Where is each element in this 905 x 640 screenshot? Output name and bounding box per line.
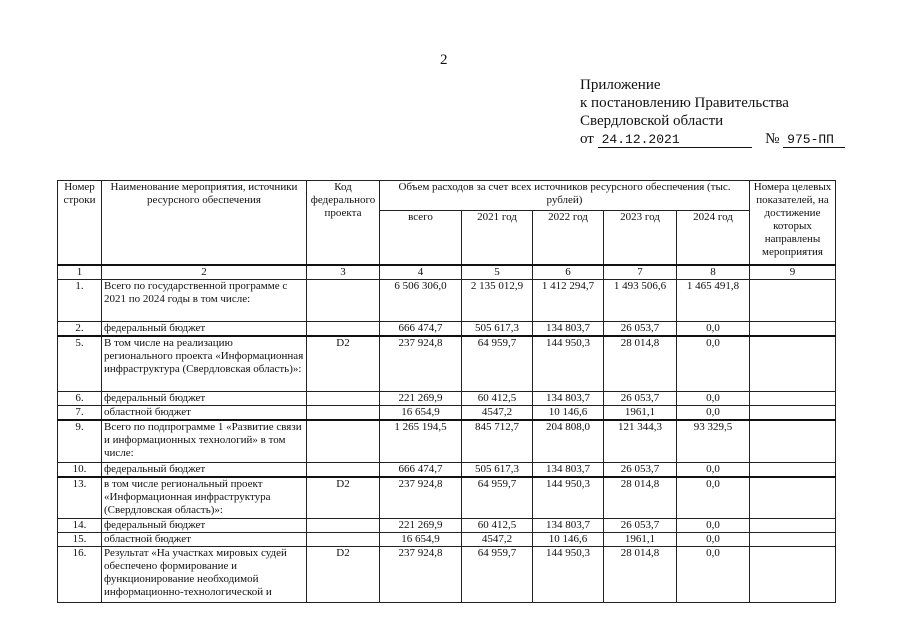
project-code (307, 533, 380, 547)
amount-2024: 93 329,5 (677, 420, 750, 462)
amount-2021: 2 135 012,9 (462, 279, 533, 321)
date-prefix: от (580, 131, 594, 147)
amount-2024: 0,0 (677, 462, 750, 477)
target-numbers (750, 547, 836, 603)
amount-total: 16 654,9 (380, 533, 462, 547)
row-number: 10. (58, 462, 102, 477)
amount-2024: 0,0 (677, 336, 750, 392)
amount-2023: 1961,1 (604, 533, 677, 547)
amount-2021: 505 617,3 (462, 321, 533, 336)
amount-2022: 204 808,0 (533, 420, 604, 462)
amount-total: 237 924,8 (380, 547, 462, 603)
table-row (58, 279, 836, 321)
amount-2023: 26 053,7 (604, 321, 677, 336)
row-name: федеральный бюджет (102, 392, 307, 406)
row-number: 9. (58, 420, 102, 462)
column-number: 4 (380, 265, 462, 280)
column-number: 2 (102, 265, 307, 280)
decree-number: 975-ПП (783, 133, 845, 148)
target-numbers (750, 462, 836, 477)
project-code: D2 (307, 336, 380, 392)
row-name: областной бюджет (102, 533, 307, 547)
header-volume: Объем расходов за счет всех источников ресурсного обеспечения (тыс. рублей) (380, 181, 750, 211)
project-code (307, 406, 380, 421)
row-number: 14. (58, 519, 102, 533)
amount-2023: 1 493 506,6 (604, 279, 677, 321)
table-row (58, 519, 836, 533)
row-name: Результат «На участках мировых судей обеспечено формирование и функционирование необходимой информационно-технологической и (102, 547, 307, 603)
amount-total: 237 924,8 (380, 477, 462, 519)
amount-2021: 505 617,3 (462, 462, 533, 477)
target-numbers (750, 321, 836, 336)
appendix-date-line (580, 130, 845, 148)
row-number: 7. (58, 406, 102, 421)
project-code (307, 279, 380, 321)
amount-2024: 0,0 (677, 547, 750, 603)
amount-2022: 1 412 294,7 (533, 279, 604, 321)
target-numbers (750, 420, 836, 462)
target-numbers (750, 519, 836, 533)
table-row (58, 321, 836, 336)
amount-2024: 1 465 491,8 (677, 279, 750, 321)
amount-2022: 144 950,3 (533, 477, 604, 519)
column-number: 5 (462, 265, 533, 280)
decree-date: 24.12.2021 (598, 133, 752, 148)
amount-2021: 60 412,5 (462, 392, 533, 406)
amount-2023: 26 053,7 (604, 392, 677, 406)
amount-2022: 144 950,3 (533, 547, 604, 603)
column-number-row (58, 265, 836, 280)
amount-total: 221 269,9 (380, 519, 462, 533)
project-code (307, 392, 380, 406)
amount-2023: 28 014,8 (604, 547, 677, 603)
row-number: 1. (58, 279, 102, 321)
amount-total: 16 654,9 (380, 406, 462, 421)
amount-total: 666 474,7 (380, 462, 462, 477)
amount-2022: 10 146,6 (533, 533, 604, 547)
appendix-region: Свердловской области (580, 113, 724, 129)
target-numbers (750, 406, 836, 421)
column-number: 3 (307, 265, 380, 280)
appendix-block (580, 76, 845, 148)
header-targets: Номера целевых показателей, на достижение которых направлены мероприятия (750, 181, 836, 265)
header-row-number: Номер строки (58, 181, 102, 265)
appendix-decree: к постановлению Правительства (580, 95, 789, 111)
target-numbers (750, 336, 836, 392)
amount-2021: 64 959,7 (462, 336, 533, 392)
amount-2022: 134 803,7 (533, 321, 604, 336)
amount-2021: 64 959,7 (462, 547, 533, 603)
amount-2021: 845 712,7 (462, 420, 533, 462)
row-number: 6. (58, 392, 102, 406)
amount-2024: 0,0 (677, 406, 750, 421)
project-code: D2 (307, 547, 380, 603)
table-row (58, 336, 836, 392)
amount-total: 1 265 194,5 (380, 420, 462, 462)
row-number: 13. (58, 477, 102, 519)
row-name: федеральный бюджет (102, 462, 307, 477)
row-name: в том числе региональный проект «Информационная инфраструктура (Свердловская область)»: (102, 477, 307, 519)
row-number: 5. (58, 336, 102, 392)
column-number: 8 (677, 265, 750, 280)
row-name: федеральный бюджет (102, 519, 307, 533)
table-row (58, 462, 836, 477)
amount-2021: 64 959,7 (462, 477, 533, 519)
column-number: 6 (533, 265, 604, 280)
column-number: 9 (750, 265, 836, 280)
table-row (58, 547, 836, 603)
target-numbers (750, 477, 836, 519)
amount-total: 237 924,8 (380, 336, 462, 392)
amount-2021: 4547,2 (462, 406, 533, 421)
row-number: 2. (58, 321, 102, 336)
amount-2023: 28 014,8 (604, 336, 677, 392)
header-2022: 2022 год (533, 211, 604, 265)
page-number: 2 (440, 52, 448, 68)
project-code: D2 (307, 477, 380, 519)
amount-2022: 134 803,7 (533, 462, 604, 477)
amount-total: 666 474,7 (380, 321, 462, 336)
project-code (307, 321, 380, 336)
amount-2024: 0,0 (677, 519, 750, 533)
expenses-table (57, 180, 836, 603)
project-code (307, 519, 380, 533)
target-numbers (750, 279, 836, 321)
table-row (58, 477, 836, 519)
header-2021: 2021 год (462, 211, 533, 265)
amount-2023: 26 053,7 (604, 462, 677, 477)
row-name: федеральный бюджет (102, 321, 307, 336)
amount-2023: 28 014,8 (604, 477, 677, 519)
table-row (58, 533, 836, 547)
amount-2022: 134 803,7 (533, 519, 604, 533)
amount-2024: 0,0 (677, 321, 750, 336)
header-2023: 2023 год (604, 211, 677, 265)
amount-2022: 134 803,7 (533, 392, 604, 406)
header-total: всего (380, 211, 462, 265)
amount-2024: 0,0 (677, 392, 750, 406)
header-2024: 2024 год (677, 211, 750, 265)
amount-2022: 144 950,3 (533, 336, 604, 392)
row-name: Всего по государственной программе с 2021 по 2024 годы в том числе: (102, 279, 307, 321)
row-name: областной бюджет (102, 406, 307, 421)
amount-2021: 60 412,5 (462, 519, 533, 533)
amount-2023: 1961,1 (604, 406, 677, 421)
target-numbers (750, 392, 836, 406)
project-code (307, 462, 380, 477)
amount-2023: 26 053,7 (604, 519, 677, 533)
table-row (58, 406, 836, 421)
amount-total: 221 269,9 (380, 392, 462, 406)
amount-total: 6 506 306,0 (380, 279, 462, 321)
target-numbers (750, 533, 836, 547)
number-prefix: № (765, 131, 780, 147)
appendix-title: Приложение (580, 77, 661, 93)
header-name: Наименование мероприятия, источники ресурсного обеспечения (102, 181, 307, 265)
table-row (58, 392, 836, 406)
amount-2024: 0,0 (677, 477, 750, 519)
row-name: Всего по подпрограмме 1 «Развитие связи и информационных технологий» в том числе: (102, 420, 307, 462)
project-code (307, 420, 380, 462)
row-name: В том числе на реализацию регионального проекта «Информационная инфраструктура (Свердловская область)»: (102, 336, 307, 392)
table-row (58, 420, 836, 462)
column-number: 7 (604, 265, 677, 280)
header-project-code: Код федерального проекта (307, 181, 380, 265)
amount-2022: 10 146,6 (533, 406, 604, 421)
amount-2023: 121 344,3 (604, 420, 677, 462)
amount-2024: 0,0 (677, 533, 750, 547)
column-number: 1 (58, 265, 102, 280)
row-number: 15. (58, 533, 102, 547)
row-number: 16. (58, 547, 102, 603)
amount-2021: 4547,2 (462, 533, 533, 547)
